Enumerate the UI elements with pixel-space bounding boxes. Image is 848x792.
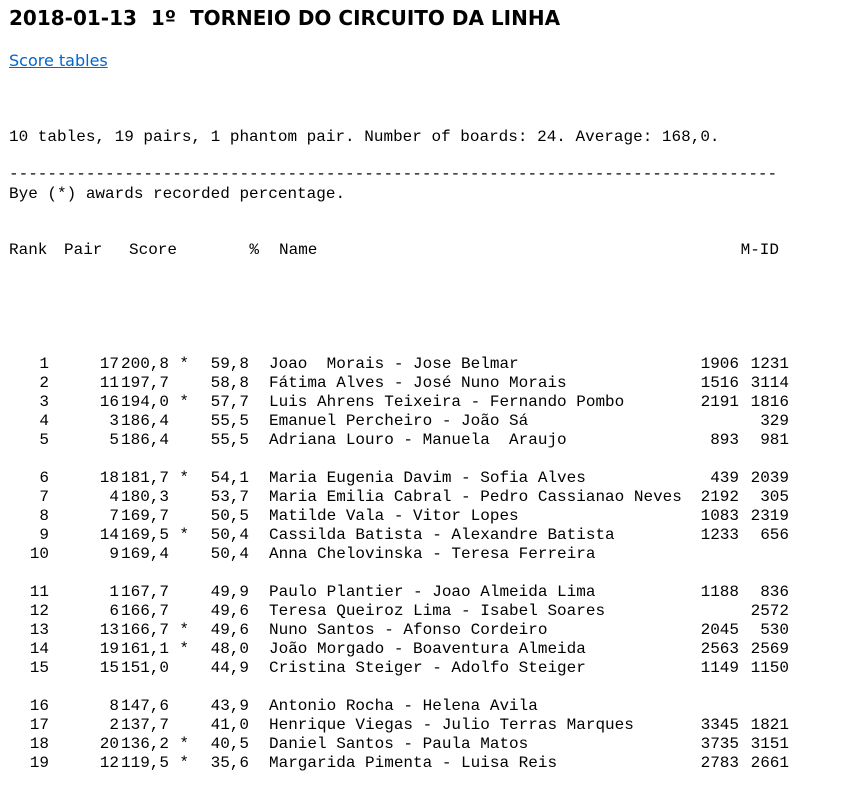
header-pair: Pair [64, 241, 103, 259]
pair-cell: 17 [99, 355, 119, 373]
pair-names-cell: Cristina Steiger - Adolfo Steiger [269, 659, 586, 677]
pair-cell: 2 [109, 716, 119, 734]
score-cell: 169,4 [120, 545, 169, 563]
rank-cell: 14 [29, 640, 49, 658]
pair-cell: 15 [99, 659, 119, 677]
percent-cell: 49,6 [210, 602, 249, 620]
percent-cell: 41,0 [210, 716, 249, 734]
pair-names-cell: Cassilda Batista - Alexandre Batista [269, 526, 615, 544]
rank-cell: 7 [39, 488, 49, 506]
member-id-2-cell: 305 [760, 488, 789, 506]
rank-cell: 13 [29, 621, 49, 639]
pair-cell: 13 [99, 621, 119, 639]
pair-cell: 16 [99, 393, 119, 411]
percent-cell: 43,9 [210, 697, 249, 715]
member-id-1-cell: 1906 [700, 355, 739, 373]
rank-cell: 2 [39, 374, 49, 392]
percent-cell: 35,6 [210, 754, 249, 772]
group-spacer [9, 450, 789, 469]
percent-cell: 40,5 [210, 735, 249, 753]
pair-cell: 3 [109, 412, 119, 430]
percent-cell: 48,0 [210, 640, 249, 658]
score-cell: 169,5 [120, 526, 169, 544]
results-table [9, 203, 789, 792]
member-id-2-cell: 2661 [750, 754, 789, 772]
bye-marker: * [179, 621, 189, 639]
pair-cell: 19 [99, 640, 119, 658]
pair-names-cell: João Morgado - Boaventura Almeida [269, 640, 586, 658]
bye-marker: * [179, 754, 189, 772]
member-id-1-cell: 1149 [700, 659, 739, 677]
score-cell: 186,4 [120, 412, 169, 430]
member-id-2-cell: 2572 [750, 602, 789, 620]
percent-cell: 50,4 [210, 526, 249, 544]
rank-cell: 11 [29, 583, 49, 601]
member-id-2-cell: 1816 [750, 393, 789, 411]
pair-cell: 6 [109, 602, 119, 620]
table-row [9, 507, 789, 526]
page-title: 2018-01-13 1º TORNEIO DO CIRCUITO DA LINHA [9, 6, 561, 30]
member-id-1-cell: 2783 [700, 754, 739, 772]
pair-names-cell: Matilde Vala - Vitor Lopes [269, 507, 519, 525]
table-row [9, 469, 789, 488]
score-cell: 137,7 [120, 716, 169, 734]
table-row [9, 526, 789, 545]
member-id-1-cell: 2563 [700, 640, 739, 658]
member-id-2-cell: 3114 [750, 374, 789, 392]
percent-cell: 55,5 [210, 412, 249, 430]
rank-cell: 4 [39, 412, 49, 430]
bye-marker: * [179, 469, 189, 487]
results-body [9, 355, 789, 773]
group-spacer [9, 678, 789, 697]
group-spacer [9, 564, 789, 583]
member-id-2-cell: 1150 [750, 659, 789, 677]
pair-names-cell: Nuno Santos - Afonso Cordeiro [269, 621, 548, 639]
member-id-2-cell: 2039 [750, 469, 789, 487]
rank-cell: 9 [39, 526, 49, 544]
rank-cell: 17 [29, 716, 49, 734]
header-rank: Rank [9, 241, 48, 259]
pair-names-cell: Emanuel Percheiro - João Sá [269, 412, 529, 430]
percent-cell: 50,4 [210, 545, 249, 563]
rank-cell: 6 [39, 469, 49, 487]
table-header [9, 241, 789, 260]
bye-marker: * [179, 526, 189, 544]
percent-cell: 55,5 [210, 431, 249, 449]
pair-names-cell: Henrique Viegas - Julio Terras Marques [269, 716, 634, 734]
score-cell: 166,7 [120, 621, 169, 639]
pair-names-cell: Paulo Plantier - Joao Almeida Lima [269, 583, 596, 601]
table-row [9, 640, 789, 659]
table-row [9, 374, 789, 393]
pair-cell: 8 [109, 697, 119, 715]
member-id-2-cell: 530 [760, 621, 789, 639]
table-row [9, 716, 789, 735]
score-cell: 136,2 [120, 735, 169, 753]
rank-cell: 12 [29, 602, 49, 620]
percent-cell: 44,9 [210, 659, 249, 677]
member-id-2-cell: 1231 [750, 355, 789, 373]
score-cell: 194,0 [120, 393, 169, 411]
header-mid: M-ID [740, 241, 779, 259]
table-row [9, 545, 789, 564]
rank-cell: 1 [39, 355, 49, 373]
header-name: Name [279, 241, 318, 259]
percent-cell: 54,1 [210, 469, 249, 487]
percent-cell: 49,9 [210, 583, 249, 601]
pair-cell: 18 [99, 469, 119, 487]
rank-cell: 18 [29, 735, 49, 753]
score-cell: 180,3 [120, 488, 169, 506]
pair-cell: 11 [99, 374, 119, 392]
member-id-2-cell: 2319 [750, 507, 789, 525]
pair-names-cell: Antonio Rocha - Helena Avila [269, 697, 538, 715]
member-id-1-cell: 1233 [700, 526, 739, 544]
member-id-2-cell: 1821 [750, 716, 789, 734]
pair-cell: 1 [109, 583, 119, 601]
percent-cell: 57,7 [210, 393, 249, 411]
table-row [9, 488, 789, 507]
header-percent: % [249, 241, 259, 259]
percent-cell: 53,7 [210, 488, 249, 506]
rank-cell: 3 [39, 393, 49, 411]
score-cell: 197,7 [120, 374, 169, 392]
member-id-2-cell: 2569 [750, 640, 789, 658]
pair-cell: 14 [99, 526, 119, 544]
member-id-2-cell: 836 [760, 583, 789, 601]
score-cell: 151,0 [120, 659, 169, 677]
member-id-1-cell: 1188 [700, 583, 739, 601]
member-id-1-cell: 2192 [700, 488, 739, 506]
member-id-1-cell: 1516 [700, 374, 739, 392]
pair-cell: 5 [109, 431, 119, 449]
member-id-1-cell: 2045 [700, 621, 739, 639]
score-cell: 119,5 [120, 754, 169, 772]
rank-cell: 15 [29, 659, 49, 677]
table-row [9, 659, 789, 678]
percent-cell: 49,6 [210, 621, 249, 639]
score-cell: 181,7 [120, 469, 169, 487]
score-cell: 169,7 [120, 507, 169, 525]
pair-cell: 4 [109, 488, 119, 506]
rank-cell: 8 [39, 507, 49, 525]
table-row [9, 412, 789, 431]
pair-names-cell: Adriana Louro - Manuela Araujo [269, 431, 567, 449]
pair-names-cell: Fátima Alves - José Nuno Morais [269, 374, 567, 392]
info-line-1: 10 tables, 19 pairs, 1 phantom pair. Number of boards: 24. Average: 168,0. [9, 128, 720, 146]
table-row [9, 754, 789, 773]
header-score: Score [129, 241, 178, 259]
member-id-1-cell: 3735 [700, 735, 739, 753]
info-line-2: Bye (*) awards recorded percentage. [9, 185, 346, 203]
percent-cell: 58,8 [210, 374, 249, 392]
rank-cell: 16 [29, 697, 49, 715]
table-row [9, 697, 789, 716]
pair-names-cell: Maria Eugenia Davim - Sofia Alves [269, 469, 586, 487]
bye-marker: * [179, 355, 189, 373]
table-row [9, 602, 789, 621]
member-id-1-cell: 2191 [700, 393, 739, 411]
bye-marker: * [179, 393, 189, 411]
table-row [9, 583, 789, 602]
member-id-1-cell: 439 [710, 469, 739, 487]
pair-names-cell: Margarida Pimenta - Luisa Reis [269, 754, 558, 772]
table-row [9, 735, 789, 754]
bye-marker: * [179, 640, 189, 658]
member-id-1-cell: 893 [710, 431, 739, 449]
member-id-2-cell: 981 [760, 431, 789, 449]
score-cell: 166,7 [120, 602, 169, 620]
score-cell: 161,1 [120, 640, 169, 658]
pair-names-cell: Daniel Santos - Paula Matos [269, 735, 529, 753]
pair-names-cell: Luis Ahrens Teixeira - Fernando Pombo [269, 393, 625, 411]
score-cell: 167,7 [120, 583, 169, 601]
pair-names-cell: Teresa Queiroz Lima - Isabel Soares [269, 602, 606, 620]
separator-rule: -------------------------------------------------------------------------------- [9, 165, 778, 183]
score-cell: 147,6 [120, 697, 169, 715]
table-row [9, 431, 789, 450]
table-row [9, 355, 789, 374]
pair-cell: 7 [109, 507, 119, 525]
member-id-1-cell: 3345 [700, 716, 739, 734]
pair-names-cell: Joao Morais - Jose Belmar [269, 355, 519, 373]
rank-cell: 5 [39, 431, 49, 449]
percent-cell: 50,5 [210, 507, 249, 525]
rank-cell: 10 [29, 545, 49, 563]
member-id-2-cell: 329 [760, 412, 789, 430]
pair-cell: 20 [99, 735, 119, 753]
member-id-1-cell: 1083 [700, 507, 739, 525]
pair-names-cell: Maria Emilia Cabral - Pedro Cassianao Neves [269, 488, 682, 506]
table-row [9, 621, 789, 640]
pair-cell: 9 [109, 545, 119, 563]
score-tables-link[interactable]: Score tables [9, 51, 108, 70]
score-cell: 200,8 [120, 355, 169, 373]
percent-cell: 59,8 [210, 355, 249, 373]
table-row [9, 393, 789, 412]
score-cell: 186,4 [120, 431, 169, 449]
rank-cell: 19 [29, 754, 49, 772]
pair-names-cell: Anna Chelovinska - Teresa Ferreira [269, 545, 596, 563]
member-id-2-cell: 656 [760, 526, 789, 544]
bye-marker: * [179, 735, 189, 753]
member-id-2-cell: 3151 [750, 735, 789, 753]
pair-cell: 12 [99, 754, 119, 772]
